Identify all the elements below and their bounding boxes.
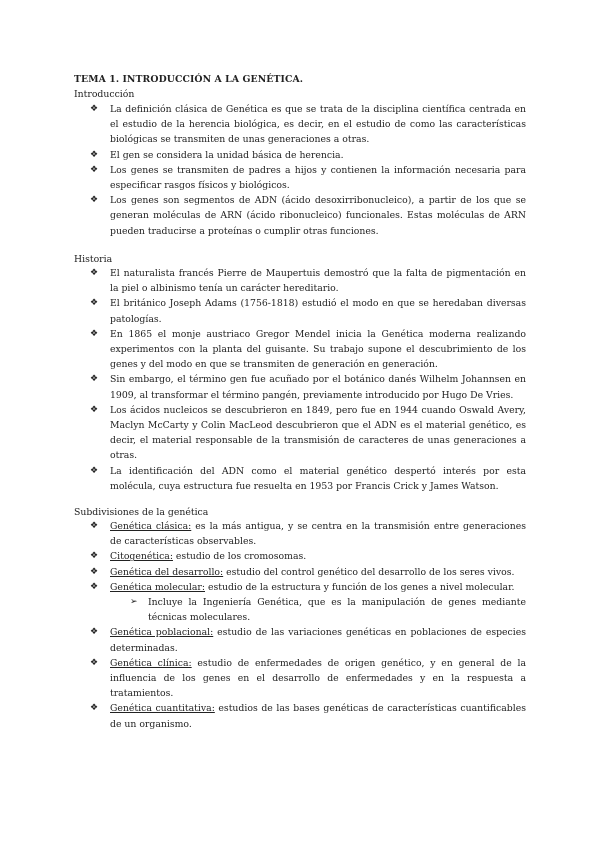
diamond-bullet-icon: ❖ — [90, 551, 99, 562]
term-label: Citogenética: — [110, 551, 173, 563]
diamond-bullet-icon: ❖ — [90, 566, 99, 577]
sub-list-item: ➢ Incluye la Ingeniería Genética, que es la manipulación de genes mediante técnicas moleculares. — [130, 597, 526, 624]
list-item: ❖ La definición clásica de Genética es que se trata de la disciplina científica centrada en el estudio de la herencia biológica, es decir, en el estudio de como las características biológicas se transmiten de unas generaciones a otras. — [90, 104, 526, 146]
subdivisiones-list — [74, 519, 526, 732]
list-item: ❖ En 1865 el monje austriaco Gregor Mendel inicia la Genética moderna realizando experimentos con la planta del guisante. Su trabajo supone el descubrimiento de los genes y del modo en que se transmiten de generación en generación. — [90, 328, 526, 371]
list-item: ❖ La identificación del ADN como el material genético despertó interés por esta molécula, cuya estructura fue resuelta en 1953 por Francis Crick y James Watson. — [90, 465, 526, 492]
diamond-bullet-icon: ❖ — [90, 465, 99, 476]
list-item: ❖ Los ácidos nucleicos se descubrieron en 1849, pero fue en 1944 cuando Oswald Avery, Maclyn McCarty y Colin MacLeod descubrieron que el ADN es el material genético, es decir, el material responsable de la transmisión de caracteres de unas generaciones a otras. — [90, 404, 526, 462]
term-label: Genética cuantitativa: — [110, 703, 215, 715]
diamond-bullet-icon: ❖ — [90, 657, 99, 668]
list-item: ❖ Los genes se transmiten de padres a hijos y contienen la información necesaria para especificar rasgos físicos y biológicos. — [90, 164, 526, 192]
diamond-bullet-icon: ❖ — [90, 164, 99, 175]
diamond-bullet-icon: ❖ — [90, 703, 99, 714]
diamond-bullet-icon: ❖ — [90, 104, 99, 114]
term-label: Genética clásica: — [110, 521, 192, 532]
list-item: ❖ Genética clínica: estudio de enfermedades de origen genético, y en general de la influencia de los genes en el desarrollo de enfermedades y en la respuesta a tratamientos. — [90, 657, 526, 700]
diamond-bullet-icon: ❖ — [90, 581, 99, 592]
diamond-bullet-icon: ❖ — [90, 404, 99, 415]
list-item: ❖ Genética del desarrollo: estudio del control genético del desarrollo de los seres vivos. — [74, 565, 526, 580]
list-item: ❖ El gen se considera la unidad básica de herencia. — [74, 148, 526, 163]
section-heading-introduccion: Introducción — [74, 89, 135, 100]
section-heading-historia: Historia — [74, 254, 113, 265]
diamond-bullet-icon: ❖ — [90, 627, 99, 638]
arrow-bullet-icon: ➢ — [130, 597, 138, 608]
term-label: Genética molecular: — [110, 581, 206, 593]
list-item: ❖ El británico Joseph Adams (1756-1818) estudió el modo en que se heredaban diversas patologías. — [90, 298, 526, 325]
diamond-bullet-icon: ❖ — [90, 374, 99, 385]
list-item: ❖ El naturalista francés Pierre de Maupertuis demostró que la falta de pigmentación en la piel o albinismo tenía un carácter hereditario. — [90, 268, 526, 295]
list-item: ❖ Sin embargo, el término gen fue acuñado por el botánico danés Wilhelm Johannsen en 1909, al transformar el término pangén, previamente introducido por Hugo De Vries. — [90, 374, 526, 401]
list-item: ❖ Genética poblacional: estudio de las variaciones genéticas en poblaciones de especies determinadas. — [90, 627, 527, 654]
diamond-bullet-icon: ❖ — [90, 298, 99, 309]
intro-list — [74, 102, 526, 239]
list-item: ❖ Los genes son segmentos de ADN (ácido desoxirribonucleico), a partir de los que se generan moléculas de ARN (ácido ribonucleico) funcionales. Estas moléculas de ARN pueden traducirse a proteínas o cumplir otras funciones. — [90, 195, 526, 237]
page-title: TEMA 1. INTRODUCCIÓN A LA GENÉTICA. — [74, 74, 304, 85]
term-label: Genética poblacional: — [110, 627, 214, 639]
diamond-bullet-icon: ❖ — [90, 195, 99, 206]
term-label: Genética clínica: — [110, 657, 192, 669]
historia-list — [74, 266, 526, 494]
term-label: Genética del desarrollo: — [110, 566, 224, 578]
diamond-bullet-icon: ❖ — [90, 149, 99, 160]
diamond-bullet-icon: ❖ — [90, 268, 99, 278]
diamond-bullet-icon: ❖ — [90, 328, 99, 339]
list-item: ❖ Citogenética: estudio de los cromosomas. — [74, 549, 526, 564]
list-item: ❖ Genética clásica: es la más antigua, y se centra en la transmisión entre generaciones de características observables. — [90, 521, 526, 548]
list-item: ❖ Genética molecular: estudio de la estructura y función de los genes a nivel molecular. — [74, 580, 526, 595]
diamond-bullet-icon: ❖ — [90, 521, 99, 531]
section-heading-subdivisiones: Subdivisiones de la genética — [74, 507, 209, 518]
list-item: ❖ Genética cuantitativa: estudios de las bases genéticas de características cuantificables de un organismo. — [90, 703, 526, 730]
